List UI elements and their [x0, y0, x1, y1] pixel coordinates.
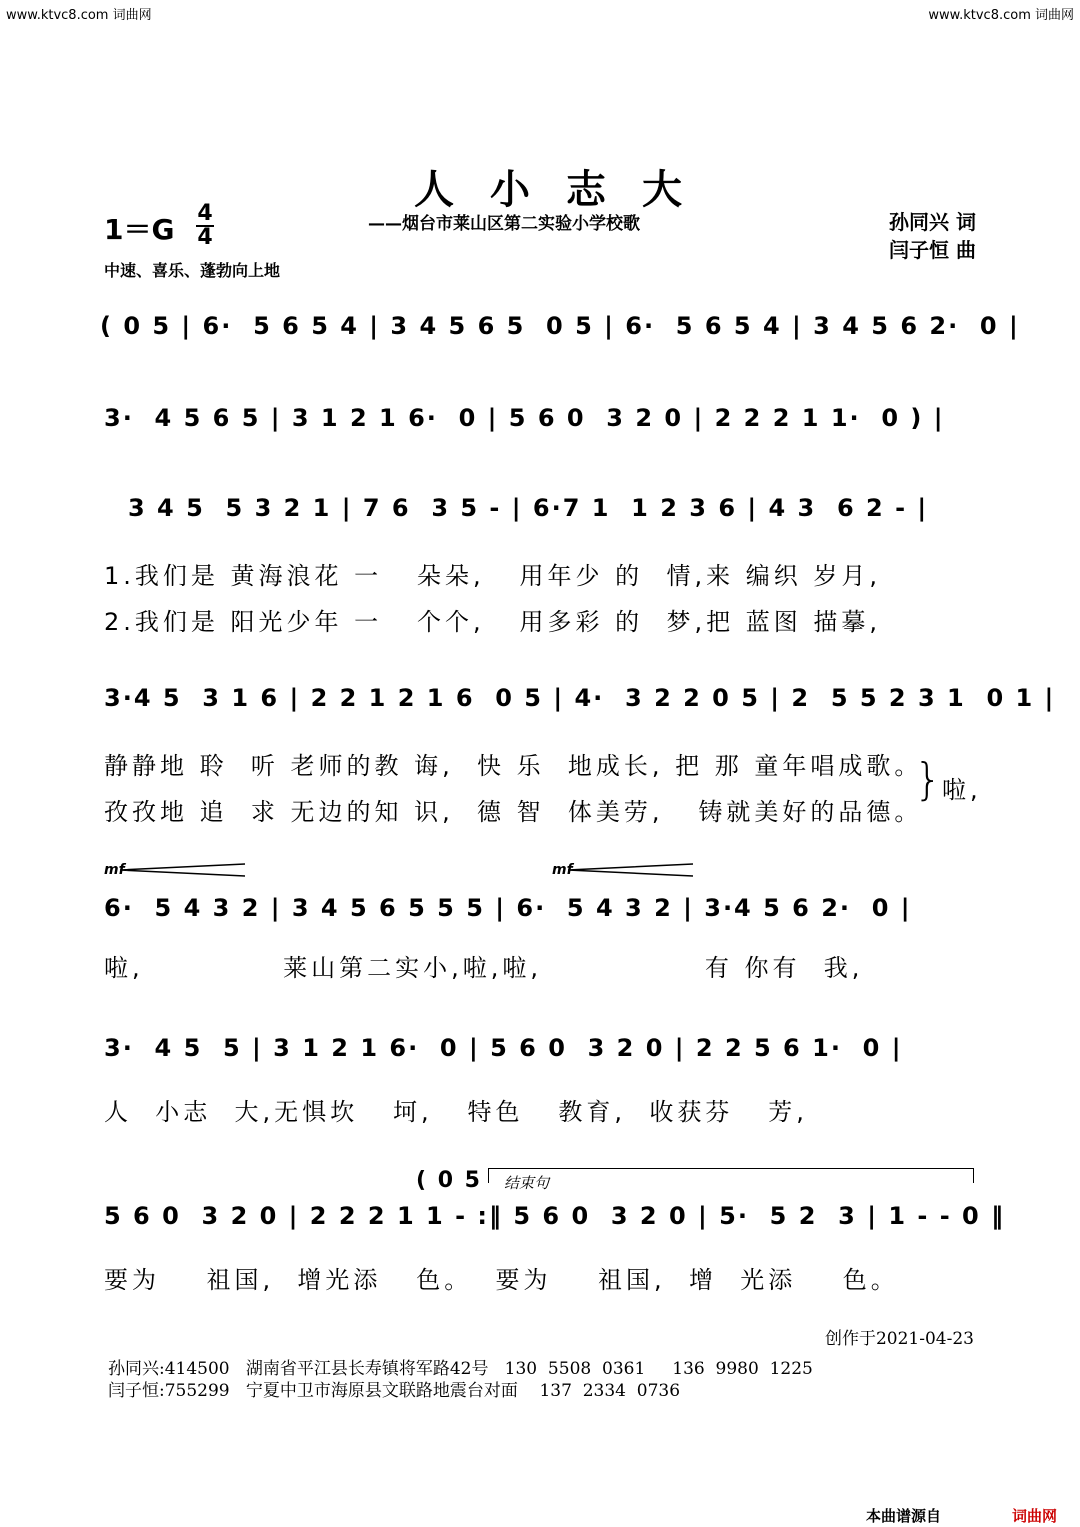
crescendo-2 — [568, 862, 698, 878]
score-line-6: 3· 4 5 5 | 3 1 2 1 6· 0 | 5 6 0 3 2 0 | 2 2 5 6 1· 0 | — [104, 1034, 903, 1062]
score-line-7: 5 6 0 3 2 0 | 2 2 2 1 1 - :‖ 5 6 0 3 2 0 | 5· 5 2 3 | 1 - - 0 ‖ — [104, 1202, 1006, 1230]
score-line-1: ( 0 5 | 6· 5 6 5 4 | 3 4 5 6 5 0 5 | 6· 5 6 5 4 | 3 4 5 6 2· 0 | — [100, 312, 1020, 340]
contact-lyricist: 孙同兴:414500 湖南省平江县长寿镇将军路42号 130 5508 0361 136 9980 1225 — [108, 1359, 813, 1379]
lyricist: 孙同兴 词 — [889, 210, 976, 234]
time-signature — [196, 203, 214, 249]
composition-date: 创作于2021-04-23 — [824, 1329, 974, 1349]
time-bottom: 4 — [197, 225, 213, 250]
watermark-left: www.ktvc8.com 词曲网 — [6, 8, 152, 23]
score-line-4: 3·4 5 3 1 6 | 2 2 1 2 1 6 0 5 | 4· 3 2 2 0 5 | 2 5 5 2 3 1 0 1 | — [104, 684, 1056, 712]
watermark-right: www.ktvc8.com 词曲网 — [928, 8, 1074, 23]
verse-brace: } — [914, 754, 942, 805]
tempo-marking: 中速、喜乐、蓬勃向上地 — [104, 261, 281, 280]
lyric-line-4-verse2: 孜孜地 追 求 无边的知 识, 德 智 体美劳, 铸就美好的品德。 — [104, 798, 923, 826]
song-subtitle: ——烟台市莱山区第二实验小学校歌 — [368, 214, 640, 234]
lyric-line-7: 要为 祖国, 增光添 色。 要为 祖国, 增 光添 色。 — [104, 1266, 899, 1294]
lyric-line-3-verse2: 2.我们是 阳光少年 一 个个, 用多彩 的 梦,把 蓝图 描摹, — [104, 608, 881, 636]
lyric-line-4-verse1: 静静地 聆 听 老师的教 诲, 快 乐 地成长, 把 那 童年唱成歌。 — [104, 752, 923, 780]
dynamic-mf-2: mf — [552, 862, 573, 878]
time-top: 4 — [197, 201, 213, 226]
key-signature: 1＝G — [104, 213, 175, 246]
ending-bracket — [488, 1168, 974, 1183]
lyric-line-3-verse1: 1.我们是 黄海浪花 一 朵朵, 用年少 的 情,来 编织 岁月, — [104, 562, 881, 590]
score-line-5: 6· 5 4 3 2 | 3 4 5 6 5 5 5 | 6· 5 4 3 2 | 3·4 5 6 2· 0 | — [104, 894, 912, 922]
contact-composer: 闫子恒:755299 宁夏中卫市海原县文联路地震台对面 137 2334 0736 — [108, 1381, 681, 1401]
footer-site[interactable]: 词曲网 — [1012, 1507, 1058, 1525]
dynamic-mf-1: mf — [104, 862, 125, 878]
crescendo-1 — [120, 862, 250, 878]
ending-label: 结束句 — [504, 1174, 550, 1192]
song-title: 人小志大 — [414, 166, 718, 213]
composer: 闫子恒 曲 — [889, 238, 976, 262]
lyric-line-6: 人 小志 大,无惧坎 坷, 特色 教育, 收获芬 芳, — [104, 1098, 808, 1126]
score-line-3: 3 4 5 5 3 2 1 | 7 6 3 5 - | 6·7 1 1 2 3 6 | 4 3 6 2 - | — [128, 494, 929, 522]
footer-source: 本曲谱源自 — [866, 1507, 942, 1525]
lyric-line-5: 啦, 莱山第二实小,啦,啦, 有 你有 我, — [104, 954, 864, 982]
score-line-2: 3· 4 5 6 5 | 3 1 2 1 6· 0 | 5 6 0 3 2 0 | 2 2 2 1 1· 0 ) | — [104, 404, 945, 432]
lyric-line-4-tail: 啦, — [942, 776, 982, 804]
repeat-pickup: ( 0 5 — [416, 1168, 482, 1193]
